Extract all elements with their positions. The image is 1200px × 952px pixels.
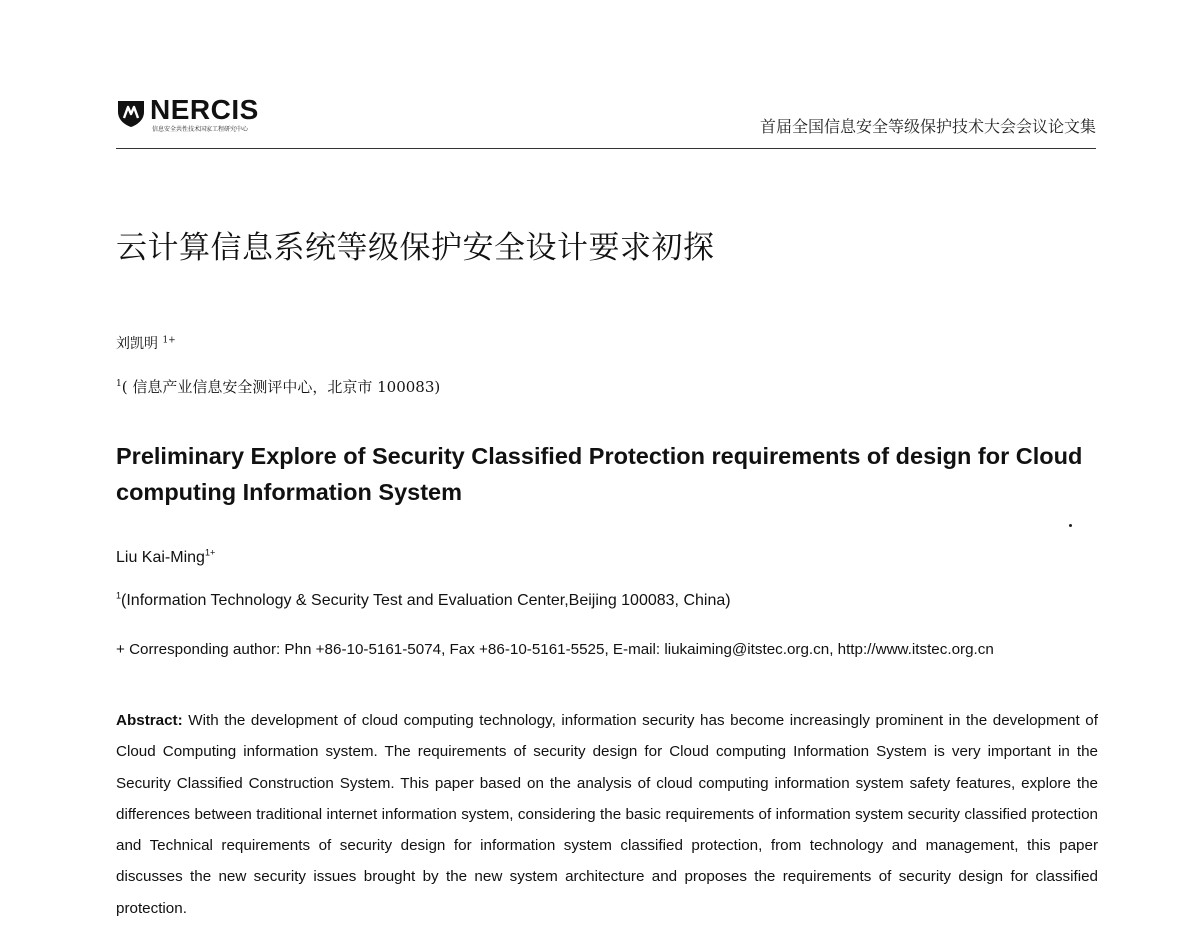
- logo-subtitle: 信息安全共性技术国家工程研究中心: [152, 127, 249, 133]
- affiliation-english: [116, 592, 731, 610]
- abstract-text: With the development of cloud computing technology, information security has become increasingly prominent in the development of Cloud Computing information system. The requirements of security design for Cloud computing Information System is very important in the Security Classified Construction System. This paper based on the analysis of cloud computing information system safety features, explore the differences between traditional internet information system, considering the basic requirements of information system security classified protection and Technical requirements of security design for information system classified protection, from technology and management, this paper discusses the new security issues brought by the new system architecture and proposes the requirements of security design for classified protection.: [116, 712, 1098, 917]
- header-rule: [116, 148, 1096, 149]
- shield-logo-icon: [116, 98, 146, 128]
- author-english: [116, 549, 215, 567]
- title-chinese: 云计算信息系统等级保护安全设计要求初探: [116, 230, 715, 266]
- running-head: 首届全国信息安全等级保护技术大会会议论文集: [759, 117, 1096, 136]
- abstract-label: Abstract:: [116, 712, 183, 729]
- author-chinese: [116, 333, 176, 353]
- affiliation-chinese-marker: 1: [116, 379, 122, 389]
- author-chinese-marker: 1+: [162, 335, 176, 346]
- affiliation-chinese-text: ( 信息产业信息安全测评中心，北京市 100083): [121, 378, 441, 396]
- title-english: Preliminary Explore of Security Classified Protection requirements of design for Cloud computing Information System: [116, 443, 1083, 505]
- abstract: [116, 705, 1098, 924]
- author-english-marker: 1+: [204, 547, 216, 558]
- author-english-name: Liu Kai-Ming: [116, 549, 205, 566]
- page-header: [116, 96, 1096, 150]
- nercis-logo: [116, 96, 276, 140]
- affiliation-english-marker: 1: [116, 590, 122, 601]
- logo-name: NERCIS: [150, 94, 259, 125]
- affiliation-chinese: [116, 376, 440, 397]
- affiliation-english-text: (Information Technology & Security Test and Evaluation Center,Beijing 100083, China): [121, 592, 731, 609]
- corresponding-author: + Corresponding author: Phn +86-10-5161-5074, Fax +86-10-5161-5525, E-mail: liukaiming@itstec.org.cn, http://www.itstec.org.cn: [116, 641, 994, 658]
- stray-dot: [1069, 524, 1072, 527]
- author-chinese-name: 刘凯明: [116, 336, 158, 352]
